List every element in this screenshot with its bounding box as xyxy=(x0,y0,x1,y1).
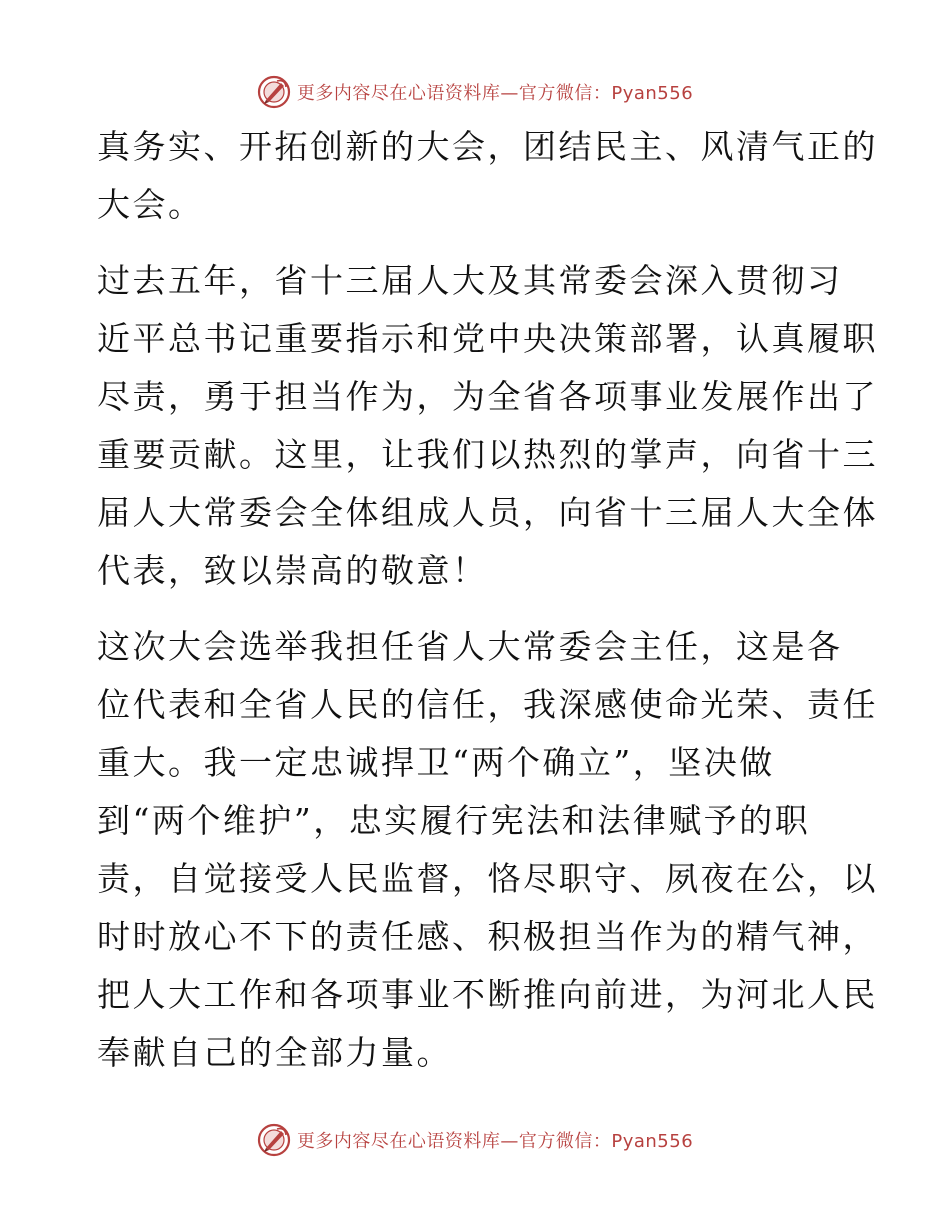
text-line: 尽责，勇于担当作为，为全省各项事业发展作出了 xyxy=(97,377,878,416)
text-line: 到“两个维护”，忠实履行宪法和法律赋予的职 xyxy=(97,801,811,840)
text-line: 责，自觉接受人民监督，恪尽职守、夙夜在公，以 xyxy=(97,859,878,898)
paragraph xyxy=(97,618,878,1082)
text-line: 位代表和全省人民的信任，我深感使命光荣、责任 xyxy=(97,685,878,724)
text-line: 时时放心不下的责任感、积极担当作为的精气神， xyxy=(97,917,878,956)
header-banner xyxy=(0,72,950,112)
text-line: 大会。 xyxy=(97,185,204,224)
paragraph xyxy=(97,118,878,234)
paragraph xyxy=(97,252,878,600)
header-banner-text: 更多内容尽在心语资料库—官方微信：Pyan556 xyxy=(296,83,694,104)
quill-logo-icon xyxy=(257,1123,291,1157)
text-line: 近平总书记重要指示和党中央决策部署，认真履职 xyxy=(97,319,878,358)
text-line: 把人大工作和各项事业不断推向前进，为河北人民 xyxy=(97,975,878,1014)
document-body xyxy=(97,118,878,1082)
text-line: 重大。我一定忠诚捍卫“两个确立”，坚决做 xyxy=(97,743,775,782)
footer-banner xyxy=(0,1120,950,1160)
text-line: 届人大常委会全体组成人员，向省十三届人大全体 xyxy=(97,493,878,532)
text-line: 代表，致以崇高的敬意！ xyxy=(97,551,488,590)
footer-banner-text: 更多内容尽在心语资料库—官方微信：Pyan556 xyxy=(296,1131,694,1152)
text-line: 过去五年，省十三届人大及其常委会深入贯彻习 xyxy=(97,261,843,300)
quill-logo-icon xyxy=(257,75,291,109)
text-line: 这次大会选举我担任省人大常委会主任，这是各 xyxy=(97,627,843,666)
text-line: 真务实、开拓创新的大会，团结民主、风清气正的 xyxy=(97,127,878,166)
text-line: 奉献自己的全部力量。 xyxy=(97,1033,452,1072)
text-line: 重要贡献。这里，让我们以热烈的掌声，向省十三 xyxy=(97,435,878,474)
